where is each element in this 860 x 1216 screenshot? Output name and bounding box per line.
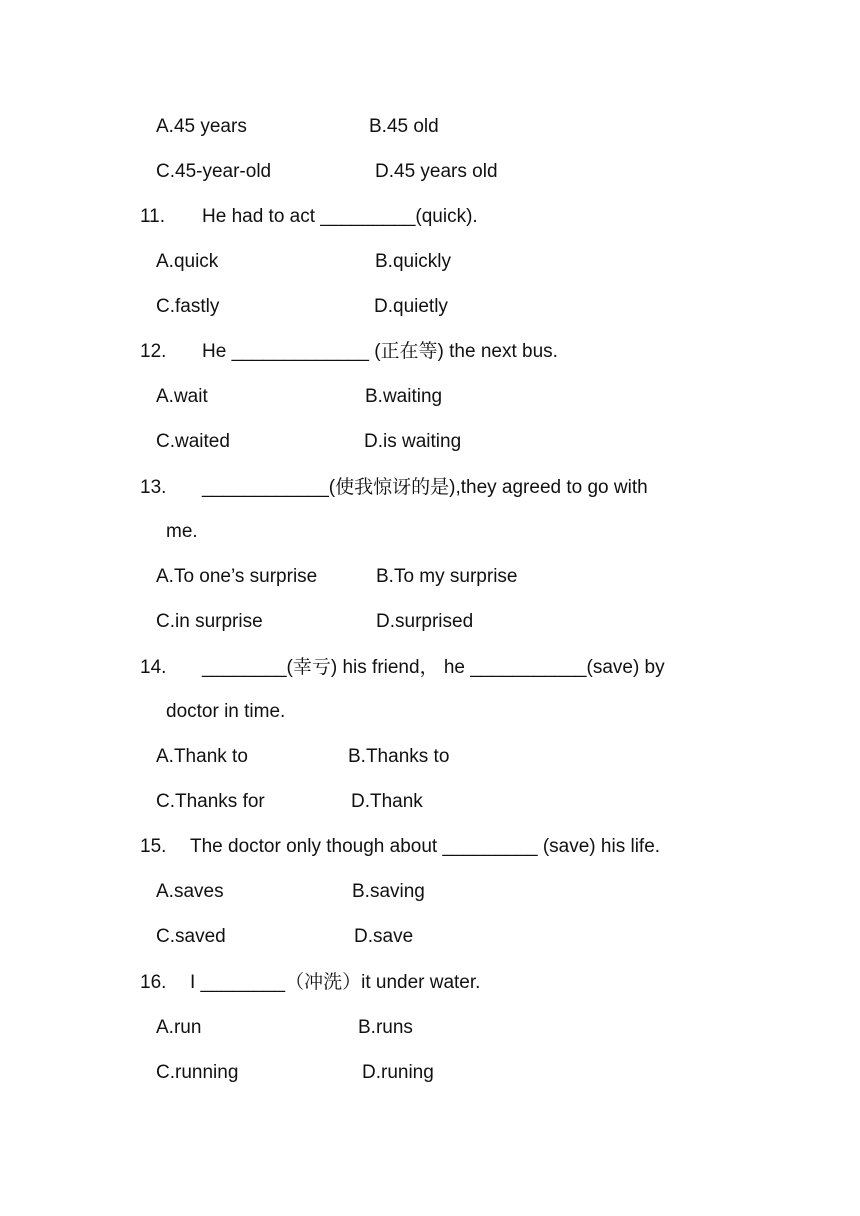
- q11-option-c: C.fastly: [156, 296, 220, 317]
- q16-text: I ________（冲洗）it under water.: [190, 972, 481, 993]
- q12-option-b: B.waiting: [365, 386, 443, 407]
- q15-option-b: B.saving: [352, 881, 425, 902]
- q11-number: 11.: [140, 206, 166, 227]
- q15-number: 15.: [140, 836, 167, 857]
- q15-option-d: D.save: [354, 926, 414, 947]
- q16-option-b: B.runs: [358, 1017, 413, 1038]
- q13-text-line1: ____________(使我惊讶的是),they agreed to go with: [202, 477, 648, 498]
- q11-option-d: D.quietly: [374, 296, 448, 317]
- q15-text: The doctor only though about _________ (save) his life.: [190, 836, 661, 857]
- q14-number: 14.: [140, 657, 167, 678]
- q11-option-a: A.quick: [156, 251, 219, 272]
- q12-option-c: C.waited: [156, 431, 230, 452]
- q12-option-a: A.wait: [156, 386, 208, 407]
- q10-option-b: B.45 old: [369, 116, 439, 137]
- q16-option-a: A.run: [156, 1017, 202, 1038]
- q10-option-c: C.45-year-old: [156, 161, 272, 182]
- q12-number: 12.: [140, 341, 167, 362]
- q13-option-a: A.To one’s surprise: [156, 566, 318, 587]
- q16-number: 16.: [140, 972, 167, 993]
- q13-text-line2: me.: [166, 521, 198, 542]
- q12-option-d: D.is waiting: [364, 431, 462, 452]
- q13-option-b: B.To my surprise: [376, 566, 518, 587]
- q11-option-b: B.quickly: [375, 251, 452, 272]
- q16-option-d: D.runing: [362, 1062, 434, 1083]
- q12-text: He _____________ (正在等) the next bus.: [202, 341, 558, 362]
- q15-option-a: A.saves: [156, 881, 224, 902]
- q14-option-c: C.Thanks for: [156, 791, 265, 812]
- q14-text-line2: doctor in time.: [166, 701, 286, 722]
- q15-option-c: C.saved: [156, 926, 226, 947]
- q10-option-d: D.45 years old: [375, 161, 498, 182]
- q16-option-c: C.running: [156, 1062, 239, 1083]
- q14-option-a: A.Thank to: [156, 746, 248, 767]
- q13-number: 13.: [140, 477, 167, 498]
- q10-option-a: A.45 years: [156, 116, 247, 137]
- q13-option-c: C.in surprise: [156, 611, 263, 632]
- q14-text-line1: ________(幸亏) his friend， he ___________(save) by: [202, 657, 665, 678]
- q14-option-d: D.Thank: [351, 791, 423, 812]
- q13-option-d: D.surprised: [376, 611, 474, 632]
- q14-option-b: B.Thanks to: [348, 746, 450, 767]
- q11-text: He had to act _________(quick).: [202, 206, 478, 227]
